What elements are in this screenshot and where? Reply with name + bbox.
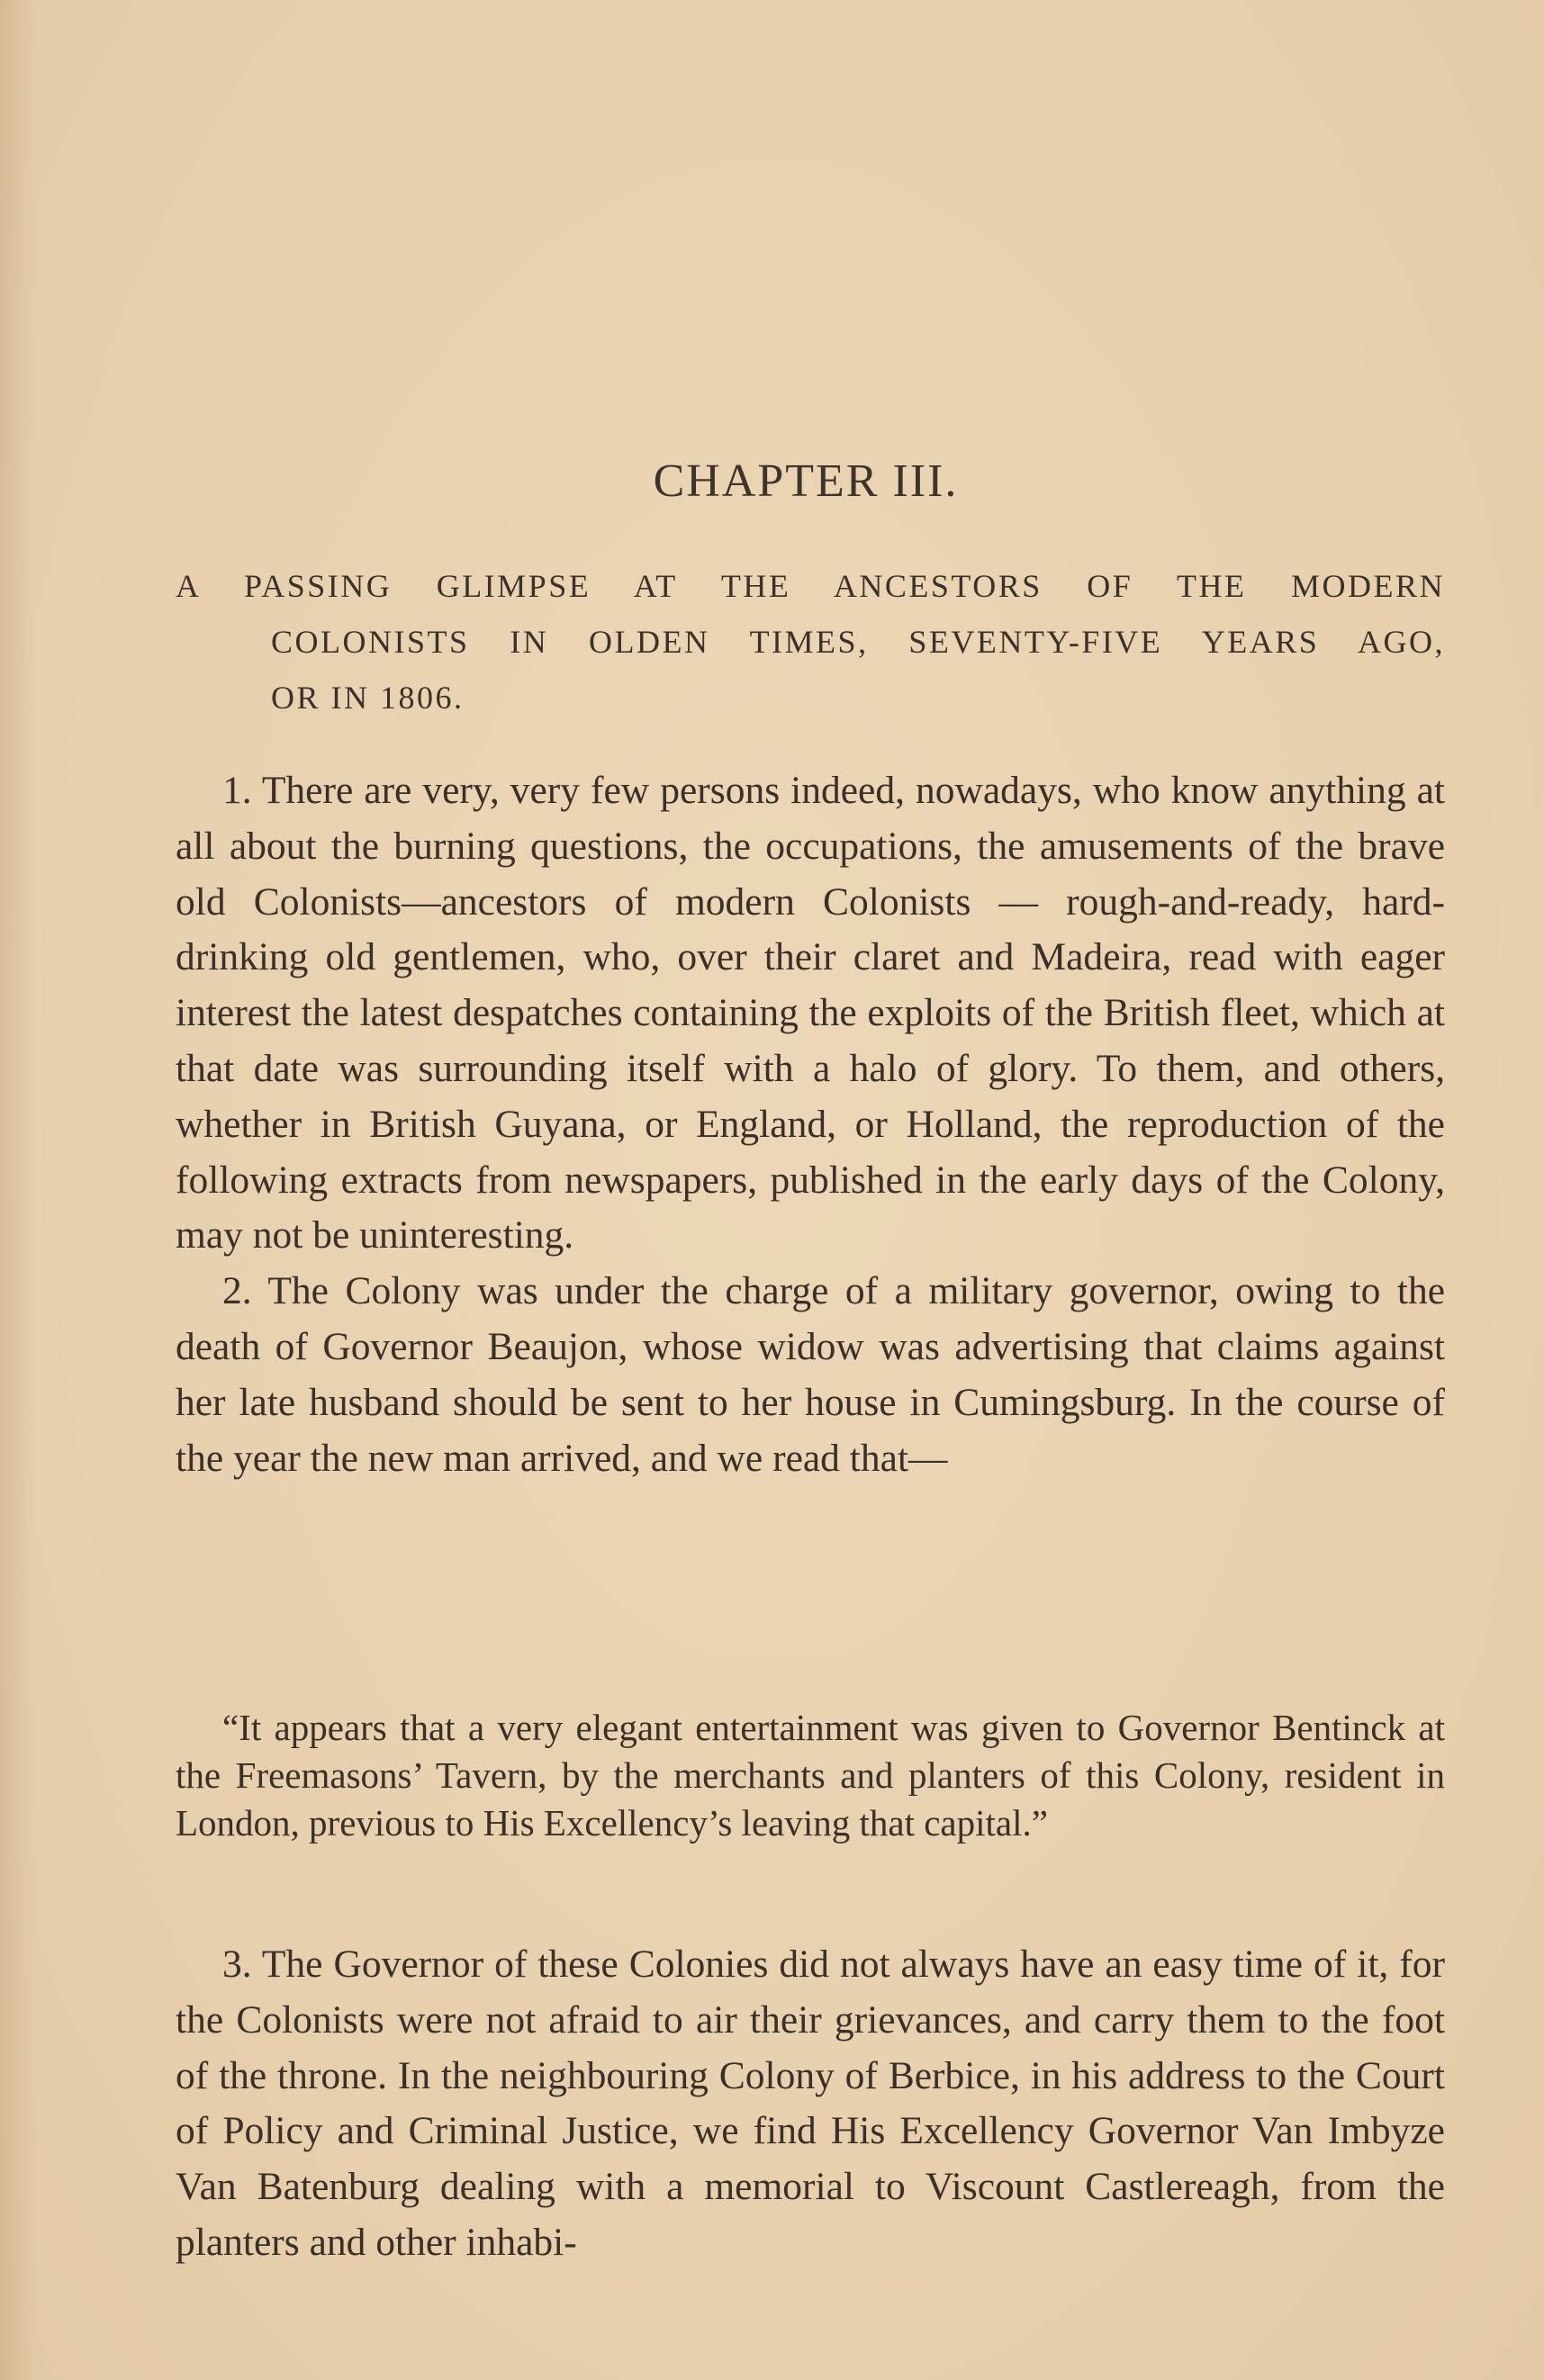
- paragraph-1: 1. There are very, very few persons indeed, nowadays, who know anything at all about the burning questions, the occupations, the amusements of the brave old Colonists—ancestors of modern Colonists — rough-and-ready, hard-drinking old gentlemen, who, over their claret and Madeira, read with eager interest the latest despatches containing the exploits of the British fleet, which at that date was surrounding itself with a halo of glory. To them, and others, whether in British Guyana, or England, or Holland, the reproduction of the following extracts from newspapers, published in the early days of the Colony, may not be uninteresting.: [176, 769, 1445, 1258]
- body-section-1: [176, 763, 1445, 1486]
- body-section-2: [176, 1937, 1445, 2271]
- chapter-subtitle: [176, 558, 1445, 726]
- paragraph-2: 2. The Colony was under the charge of a military governor, owing to the death of Governor Beaujon, whose widow was advertising that claims against her late husband should be sent to her house in Cumingsburg. In the course of the year the new man arrived, and we read that—: [176, 1269, 1445, 1480]
- subtitle-line-2: COLONISTS IN OLDEN TIMES, SEVENTY-FIVE YEARS AGO,: [271, 624, 1445, 660]
- spine-shadow: [0, 0, 36, 2380]
- chapter-title: CHAPTER III.: [653, 455, 959, 507]
- paragraph-3: 3. The Governor of these Colonies did not always have an easy time of it, for the Colonists were not afraid to air their grievances, and carry them to the foot of the throne. In the neighbouring Colony of Berbice, in his address to the Court of Policy and Criminal Justice, we find His Excellency Governor Van Imbyze Van Batenburg dealing with a memorial to Viscount Castlereagh, from the planters and other inhabi-: [176, 1943, 1445, 2264]
- subtitle-line-1: A PASSING GLIMPSE AT THE ANCESTORS OF THE MODERN: [176, 568, 1445, 604]
- block-quote: [176, 1704, 1445, 1847]
- quote-text: “It appears that a very elegant entertainment was given to Governor Bentinck at the Freemasons’ Tavern, by the merchants and planters of this Colony, resident in London, previous to His Excellency’s leaving that capital.”: [176, 1707, 1445, 1844]
- subtitle-line-3: OR IN 1806.: [271, 680, 465, 716]
